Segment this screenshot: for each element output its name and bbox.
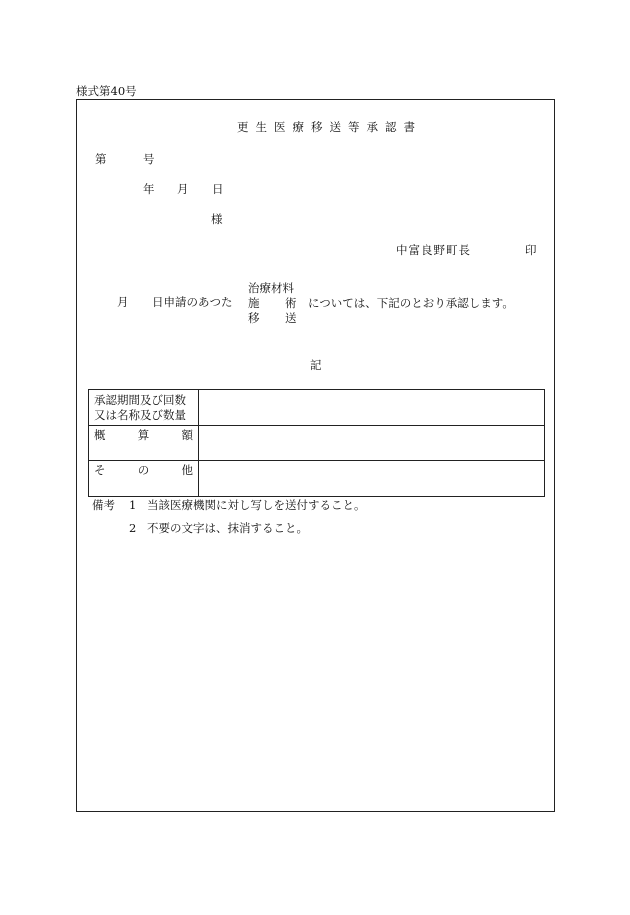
table-row: [89, 426, 545, 461]
label-char: 他: [181, 463, 193, 477]
choice-procedure-2: 術: [285, 296, 297, 310]
form-number: 様式第40号: [76, 84, 137, 98]
choice-transport-1: 移: [248, 311, 260, 325]
approval-table: [88, 389, 545, 497]
table-value: [199, 461, 545, 497]
label-line: 承認期間及び回数: [94, 392, 186, 407]
choice-transport-2: 送: [285, 311, 297, 325]
note-number: 2: [129, 521, 137, 535]
note-number: 1: [129, 498, 137, 512]
label-char: 額: [181, 428, 193, 442]
application-month: 月: [117, 295, 129, 309]
notes-heading: 備考: [92, 498, 115, 512]
note-text: 不要の文字は、抹消すること。: [147, 521, 308, 535]
table-value: [199, 390, 545, 426]
number-prefix: 第: [95, 152, 107, 166]
addressee-suffix: 様: [211, 212, 223, 226]
label-char: そ: [94, 463, 106, 477]
label-char: 算: [137, 428, 150, 442]
note-text: 当該医療機関に対し写しを送付すること。: [147, 498, 366, 512]
table-row: [89, 461, 545, 497]
document-title: 更生医療移送等承認書: [237, 120, 422, 134]
label-char: の: [137, 463, 150, 477]
table-label: [89, 461, 199, 497]
date-month: 月: [177, 182, 189, 196]
label-char: 概: [94, 428, 106, 442]
approval-sentence: については、下記のとおり承認します。: [308, 296, 514, 310]
table-value: [199, 426, 545, 461]
table-row: [89, 390, 545, 426]
seal-mark: 印: [525, 243, 537, 257]
choice-procedure-1: 施: [248, 296, 260, 310]
table-label: [89, 390, 199, 426]
number-suffix: 号: [143, 152, 155, 166]
label-line: 又は名称及び数量: [94, 407, 186, 422]
ki-heading: 記: [310, 358, 322, 372]
application-day-text: 日申請のあつた: [152, 295, 233, 309]
date-day: 日: [212, 182, 224, 196]
issuer-name: 中富良野町長: [396, 243, 471, 257]
date-year: 年: [143, 182, 155, 196]
choice-treatment-materials: 治療材料: [248, 281, 294, 295]
table-label: [89, 426, 199, 461]
